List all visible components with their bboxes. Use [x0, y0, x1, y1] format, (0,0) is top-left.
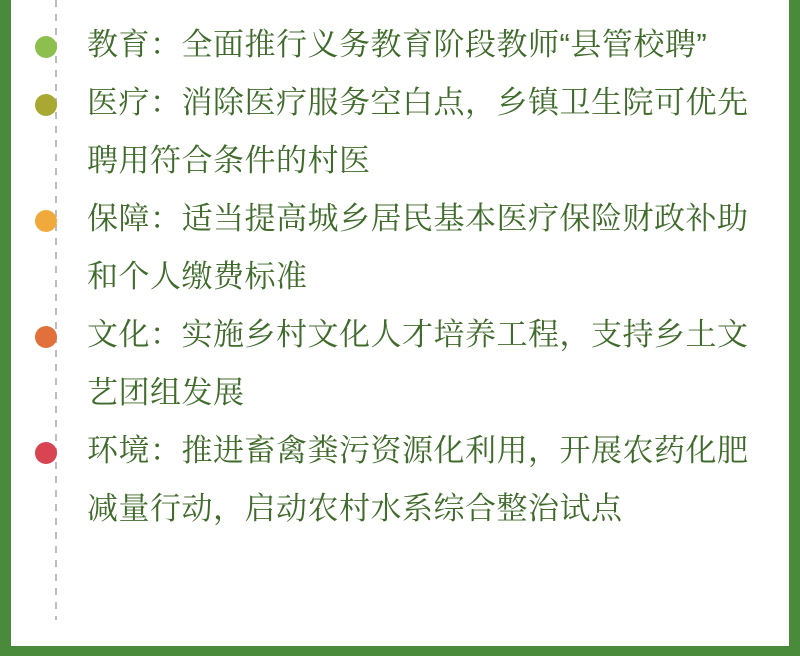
bottom-border-bar [0, 646, 800, 656]
list-item-text: 环境：推进畜禽粪污资源化利用，开展农药化肥减量行动，启动农村水系综合整治试点 [87, 433, 749, 526]
list-item [11, 16, 789, 74]
content-card [11, 0, 789, 646]
list-item-text: 文化：实施乡村文化人才培养工程，支持乡土文艺团组发展 [87, 317, 749, 410]
bullet-dot-icon [35, 36, 57, 58]
list-item [11, 422, 789, 538]
list-item-text: 保障：适当提高城乡居民基本医疗保险财政补助和个人缴费标准 [87, 201, 749, 294]
right-border-bar [789, 0, 800, 656]
bullet-dot-icon [35, 210, 57, 232]
list-item [11, 306, 789, 422]
list-item [11, 190, 789, 306]
list-item [11, 74, 789, 190]
left-border-bar [0, 0, 11, 656]
bullet-dot-icon [35, 94, 57, 116]
list-item-text: 教育：全面推行义务教育阶段教师“县管校聘” [87, 27, 708, 62]
bullet-dot-icon [35, 326, 57, 348]
policy-item-list [11, 0, 789, 538]
list-item-text: 医疗：消除医疗服务空白点，乡镇卫生院可优先聘用符合条件的村医 [87, 85, 749, 178]
bullet-dot-icon [35, 442, 57, 464]
